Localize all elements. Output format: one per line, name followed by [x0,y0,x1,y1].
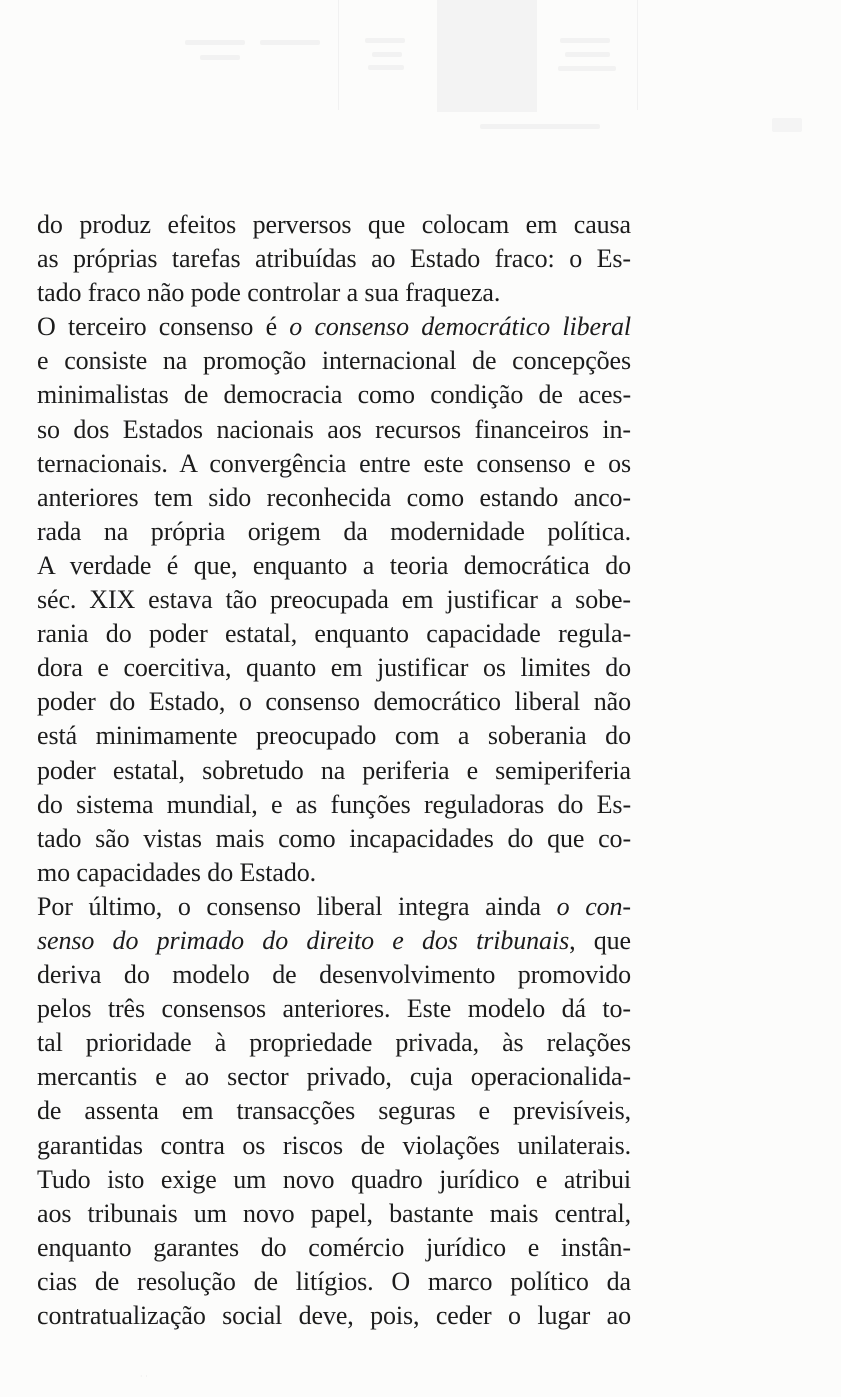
text-line [37,549,631,583]
text-segment: O terceiro consenso é [37,312,290,342]
text-segment: tado fraco não pode controlar a sua fraqueza. [37,278,501,308]
text-line [37,1026,631,1060]
text-segment: dora e coercitiva, quanto em justificar os limites do [37,653,631,683]
text-segment: poder do Estado, o consenso democrático liberal não [37,687,631,717]
text-segment: está minimamente preocupado com a soberania do [37,721,631,751]
text-segment: tado são vistas mais como incapacidades do que co- [37,823,631,853]
text-line [37,481,631,515]
text-segment: aos tribunais um novo papel, bastante mais central, [37,1198,631,1228]
italic-text: senso do primado do direito e dos tribunais [37,925,570,955]
italic-text: o con- [556,891,631,921]
text-line [37,617,631,651]
text-segment: pelos três consensos anteriores. Este modelo dá to- [37,994,631,1024]
text-segment: enquanto garantes do comércio jurídico e instân- [37,1232,631,1262]
footer-mark: · · [140,1372,148,1381]
text-segment: Tudo isto exige um novo quadro jurídico e atribui [37,1164,631,1194]
text-line [37,242,631,276]
text-line [37,822,631,856]
text-line [37,310,631,344]
text-line [37,1163,631,1197]
text-line [37,992,631,1026]
text-line [37,208,631,242]
text-segment: do sistema mundial, e as funções reguladoras do Es- [37,789,631,819]
text-segment: tal prioridade à propriedade privada, às relações [37,1028,631,1058]
italic-text: o consenso democrático liberal [289,312,631,342]
text-line [37,1299,631,1333]
ghost-text [565,52,610,57]
ghost-text [560,38,610,43]
text-segment: poder estatal, sobretudo na periferia e semiperiferia [37,755,631,785]
ghost-text [260,40,320,45]
text-line [37,1265,631,1299]
body-text [37,208,631,1333]
text-line [37,1060,631,1094]
ghost-text [372,52,402,57]
ghost-text [200,55,240,60]
text-line [37,788,631,822]
text-segment: so dos Estados nacionais aos recursos financeiros in- [37,414,631,444]
text-line [37,651,631,685]
text-segment: minimalistas de democracia como condição de aces- [37,380,631,410]
text-segment: garantidas contra os riscos de violações unilaterais. [37,1130,631,1160]
text-segment: Por último, o consenso liberal integra ainda [37,891,557,921]
ghost-text [368,65,404,70]
text-segment: cias de resolução de litígios. O marco político da [37,1266,631,1296]
header-bleed-through [0,0,841,150]
text-segment: deriva do modelo de desenvolvimento promovido [37,960,631,990]
ghost-column [170,0,339,110]
text-line [37,276,631,310]
text-line [37,378,631,412]
ghost-text [365,38,405,43]
text-line [37,515,631,549]
text-segment: de assenta em transacções seguras e previsíveis, [37,1096,631,1126]
text-segment: ternacionais. A convergência entre este consenso e os [37,448,631,478]
ghost-shaded-column [437,0,537,112]
text-line [37,1231,631,1265]
text-segment: e consiste na promoção internacional de concepções [37,346,631,376]
text-segment: contratualização social deve, pois, ceder o lugar ao [37,1301,631,1330]
text-segment: do produz efeitos perversos que colocam em causa [37,210,631,239]
text-segment: rada na própria origem da modernidade política. [37,516,631,546]
text-segment: anteriores tem sido reconhecida como estando anco- [37,482,631,512]
text-line [37,344,631,378]
text-line [37,685,631,719]
text-line [37,583,631,617]
text-line [37,1094,631,1128]
text-line [37,719,631,753]
ghost-text [480,124,600,129]
text-segment: mo capacidades do Estado. [37,857,317,887]
text-line [37,1197,631,1231]
text-line [37,890,631,924]
ghost-page-number [772,118,802,132]
text-segment: A verdade é que, enquanto a teoria democrática do [37,550,631,580]
text-line [37,413,631,447]
ghost-text [558,66,616,71]
text-segment: , que [569,925,631,955]
text-line [37,1129,631,1163]
text-segment: séc. XIX estava tão preocupada em justificar a sobe- [37,585,631,615]
text-line [37,924,631,958]
text-segment: rania do poder estatal, enquanto capacidade regula- [37,619,631,649]
text-line [37,856,631,890]
text-line [37,958,631,992]
text-line [37,754,631,788]
text-line [37,447,631,481]
ghost-text [185,40,245,45]
text-segment: mercantis e ao sector privado, cuja operacionalida- [37,1062,631,1092]
text-segment: as próprias tarefas atribuídas ao Estado fraco: o Es- [37,244,631,274]
